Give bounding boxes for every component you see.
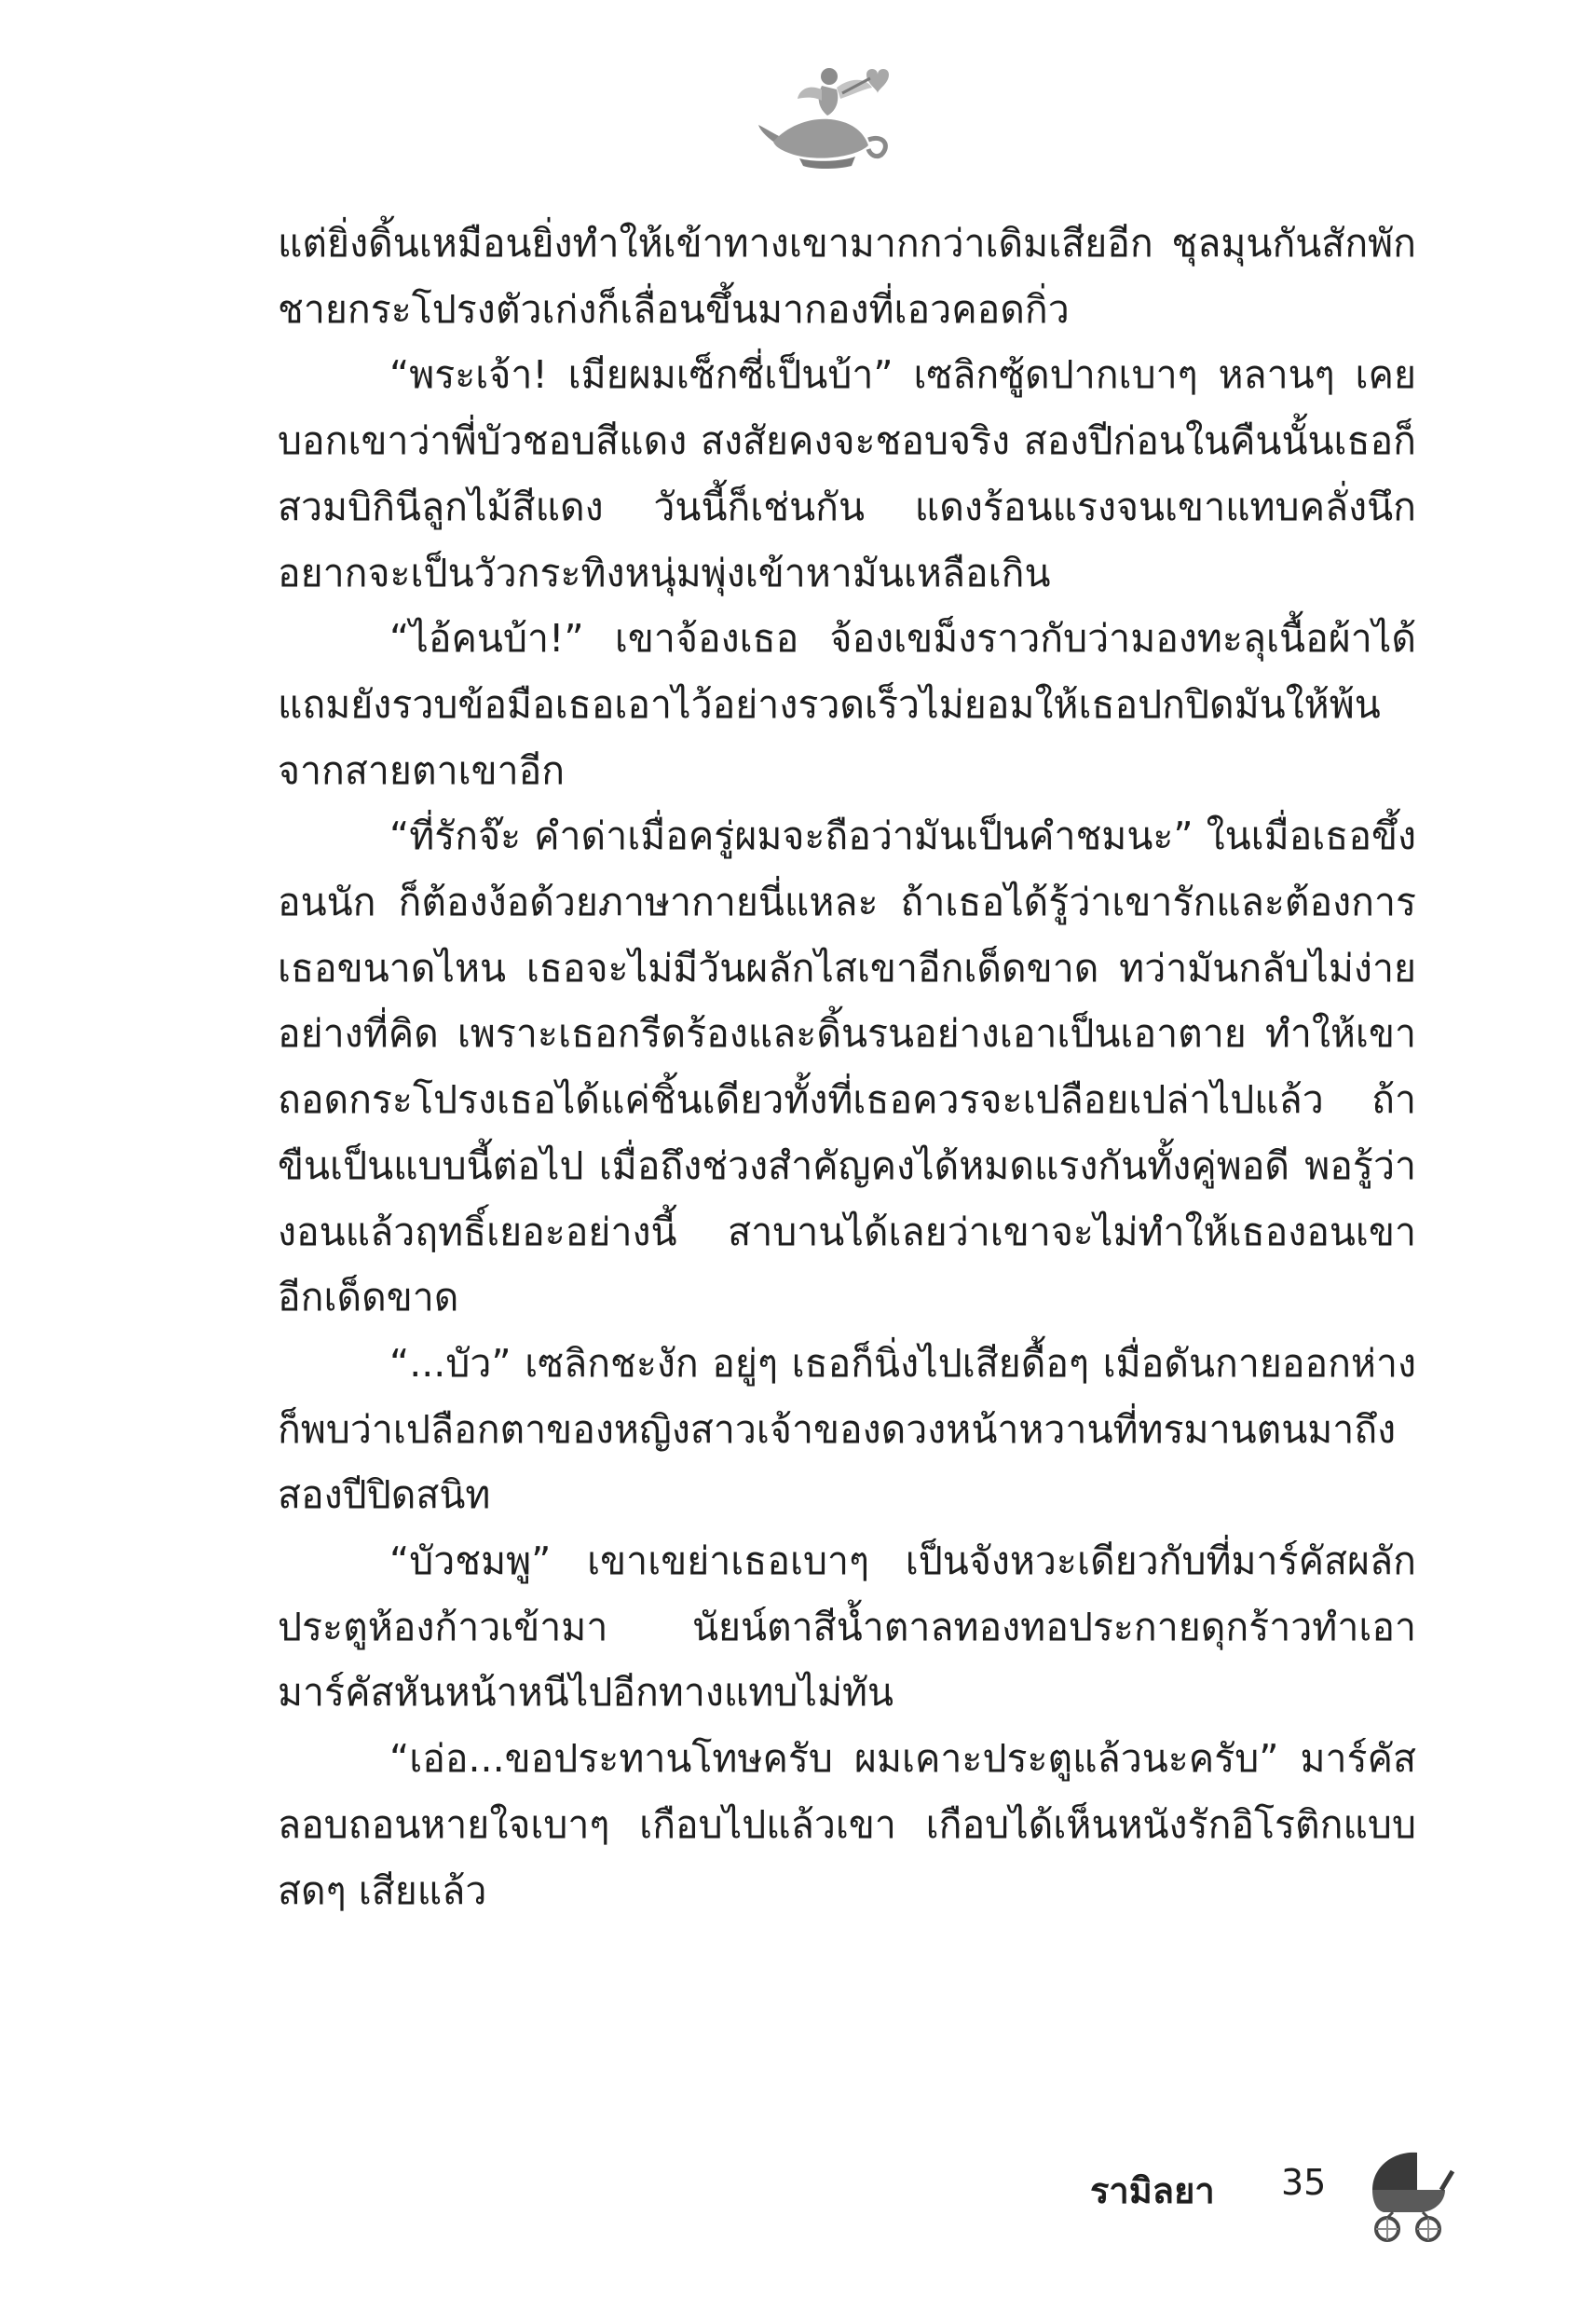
baby-stroller-icon bbox=[1356, 2143, 1458, 2246]
body-text bbox=[278, 211, 1416, 1923]
cupid-teapot-ornament-icon bbox=[755, 56, 904, 177]
paragraph-2: “พระเจ้า! เมียผมเซ็กซี่เป็นบ้า” เซลิกซู้ดปากเบาๆ หลานๆ เคยบอกเขาว่าพี่บัวชอบสีแดง สงสัยคงจะชอบจริง สองปีก่อนในคืนนั้นเธอก็สวมบิกินีลูกไม้สีแดง วันนี้ก็เช่นกัน แดงร้อนแรงจนเขาแทบคลั่งนึกอยากจะเป็นวัวกระทิงหนุ่มพุ่งเข้าหามันเหลือเกิน bbox=[278, 352, 1416, 595]
paragraph-6: “บัวชมพู” เขาเขย่าเธอเบาๆ เป็นจังหวะเดียวกับที่มาร์คัสผลักประตูห้องก้าวเข้ามา นัยน์ตาสีน้ำตาลทองทอประกายดุกร้าวทำเอามาร์คัสหันหน้าหนีไปอีกทางแทบไม่ทัน bbox=[278, 1538, 1416, 1716]
page-number: 35 bbox=[1281, 2162, 1327, 2203]
page-footer bbox=[1071, 2143, 1463, 2246]
paragraph-3: “ไอ้คนบ้า!” เขาจ้องเธอ จ้องเขม็งราวกับว่ามองทะลุเนื้อผ้าได้ แถมยังรวบข้อมือเธอเอาไว้อย่างรวดเร็วไม่ยอมให้เธอปกปิดมันให้พ้นจากสายตาเขาอีก bbox=[278, 616, 1416, 793]
paragraph-1: แต่ยิ่งดิ้นเหมือนยิ่งทำให้เข้าทางเขามากกว่าเดิมเสียอีก ชุลมุนกันสักพัก ชายกระโปรงตัวเก่งก็เลื่อนขึ้นมากองที่เอวคอดกิ่ว bbox=[278, 221, 1416, 332]
paragraph-7: “เอ่อ...ขอประทานโทษครับ ผมเคาะประตูแล้วนะครับ” มาร์คัสลอบถอนหายใจเบาๆ เกือบไปแล้วเขา เกือบได้เห็นหนังรักอิโรติกแบบสดๆ เสียแล้ว bbox=[278, 1736, 1416, 1913]
running-title: รามิลยา bbox=[1090, 2170, 1215, 2211]
paragraph-5: “...บัว” เซลิกชะงัก อยู่ๆ เธอก็นิ่งไปเสียดื้อๆ เมื่อดันกายออกห่างก็พบว่าเปลือกตาของหญิงสาวเจ้าของดวงหน้าหวานที่ทรมานตนมาถึงสองปีปิดสนิท bbox=[278, 1340, 1416, 1518]
paragraph-4: “ที่รักจ๊ะ คำด่าเมื่อครู่ผมจะถือว่ามันเป็นคำชมนะ” ในเมื่อเธอขึ้งอนนัก ก็ต้องง้อด้วยภาษากายนี่แหละ ถ้าเธอได้รู้ว่าเขารักและต้องการเธอขนาดไหน เธอจะไม่มีวันผลักไสเขาอีกเด็ดขาด ทว่ามันกลับไม่ง่ายอย่างที่คิด เพราะเธอกรีดร้องและดิ้นรนอย่างเอาเป็นเอาตาย ทำให้เขาถอดกระโปรงเธอได้แค่ชิ้นเดียวทั้งที่เธอควรจะเปลือยเปล่าไปแล้ว ถ้าขืนเป็นแบบนี้ต่อไป เมื่อถึงช่วงสำคัญคงได้หมดแรงกันทั้งคู่พอดี พอรู้ว่างอนแล้วฤทธิ์เยอะอย่างนี้ สาบานได้เลยว่าเขาจะไม่ทำให้เธองอนเขาอีกเด็ดขาด bbox=[278, 814, 1416, 1320]
